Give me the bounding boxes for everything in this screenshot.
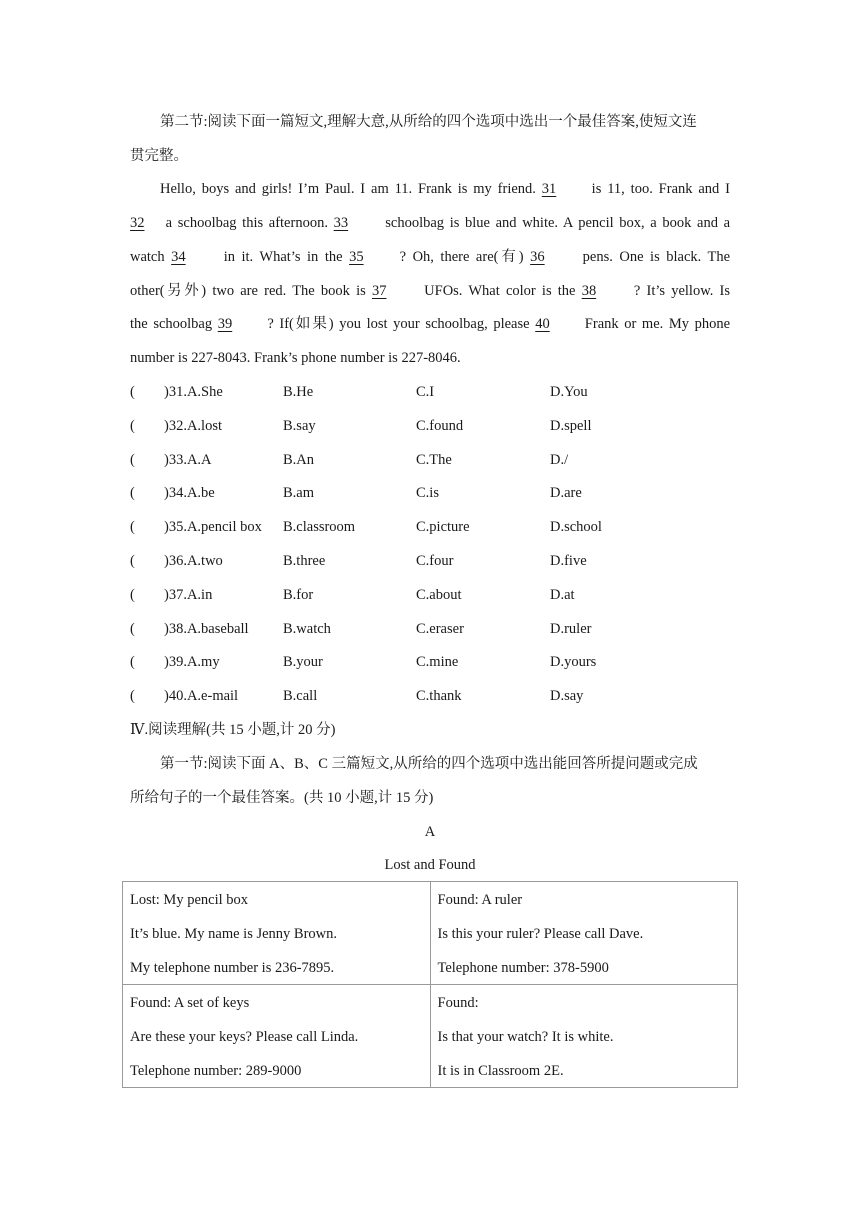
question-38: ( )38.A.baseball B.watch C.eraser D.ruler <box>130 621 592 637</box>
notice-found-ruler: Found: A ruler Is this your ruler? Please call Dave. Telephone number: 378-5900 <box>430 882 738 985</box>
lost-and-found-table <box>122 881 738 1088</box>
blank-37: 37 <box>371 283 387 299</box>
part-4-intro-cont: 所给句子的一个最佳答案。(共 10 小题,计 15 分) <box>130 790 434 806</box>
passage-label: A <box>424 824 436 840</box>
section-2-intro-cont: 贯完整。 <box>130 148 188 164</box>
blank-31: 31 <box>541 181 557 197</box>
part-4-heading: Ⅳ.阅读理解(共 15 小题,计 20 分) <box>130 722 336 738</box>
passage-title: Lost and Found <box>384 857 476 873</box>
passage-line-4: other(另外) two are red. The book is 37 UFOs. What color is the 38 ? It’s yellow. Is <box>130 280 730 302</box>
blank-40: 40 <box>535 316 550 332</box>
blank-36: 36 <box>530 249 545 265</box>
blank-33: 33 <box>333 215 349 231</box>
table-row <box>123 985 738 1088</box>
blank-35: 35 <box>349 249 364 265</box>
question-37: ( )37.A.in B.for C.about D.at <box>130 587 575 603</box>
notice-found-watch: Found: Is that your watch? It is white. It is in Classroom 2E. <box>430 985 738 1088</box>
question-39: ( )39.A.my B.your C.mine D.yours <box>130 654 597 670</box>
passage-line-1: Hello, boys and girls! I’m Paul. I am 11. Frank is my friend. 31 is 11, too. Frank and I <box>160 178 730 200</box>
section-2-intro: 第二节:阅读下面一篇短文,理解大意,从所给的四个选项中选出一个最佳答案,使短文连 <box>160 114 697 130</box>
question-31: ( )31.A.She B.He C.I D.You <box>130 384 588 400</box>
part-4-intro: 第一节:阅读下面 A、B、C 三篇短文,从所给的四个选项中选出能回答所提问题或完成 <box>160 756 698 772</box>
passage-line-2: 32 a schoolbag this afternoon. 33 schoolbag is blue and white. A pencil box, a book and a <box>130 212 730 234</box>
question-36: ( )36.A.two B.three C.four D.five <box>130 553 587 569</box>
blank-34: 34 <box>171 249 186 265</box>
question-32: ( )32.A.lost B.say C.found D.spell <box>130 418 592 434</box>
passage-line-3: watch 34 in it. What’s in the 35 ? Oh, there are(有) 36 pens. One is black. The <box>130 246 730 268</box>
table-row <box>123 882 738 985</box>
question-33: ( )33.A.A B.An C.The D./ <box>130 452 569 468</box>
blank-39: 39 <box>217 316 233 332</box>
question-35: ( )35.A.pencil box B.classroom C.picture D.school <box>130 519 602 535</box>
passage-line-5: the schoolbag 39 ? If(如果) you lost your schoolbag, please 40 Frank or me. My phone <box>130 313 730 335</box>
passage-line-6: number is 227-8043. Frank’s phone number is 227-8046. <box>130 350 461 366</box>
blank-32: 32 <box>130 215 145 231</box>
blank-38: 38 <box>581 283 597 299</box>
question-34: ( )34.A.be B.am C.is D.are <box>130 485 582 501</box>
question-40: ( )40.A.e-mail B.call C.thank D.say <box>130 688 584 704</box>
notice-lost-pencil-box: Lost: My pencil box It’s blue. My name is Jenny Brown. My telephone number is 236-7895. <box>123 882 431 985</box>
notice-found-keys: Found: A set of keys Are these your keys? Please call Linda. Telephone number: 289-9000 <box>123 985 431 1088</box>
